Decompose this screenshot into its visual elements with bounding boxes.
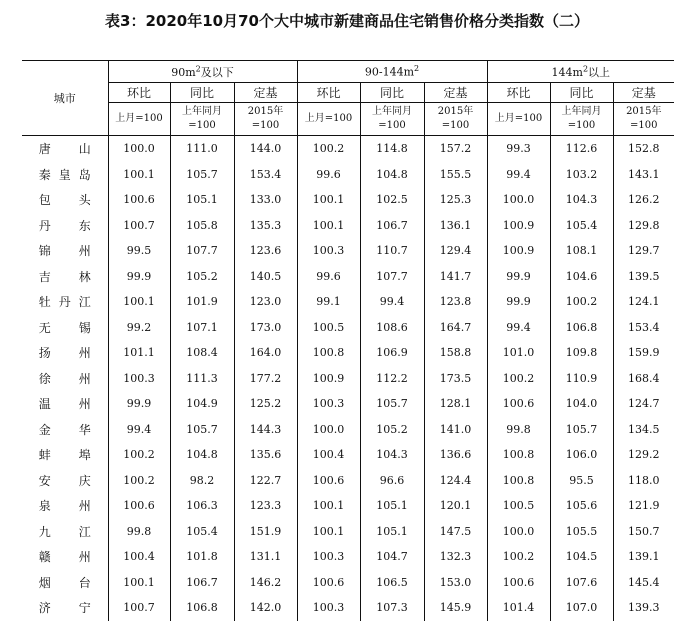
city-name-char: 头 <box>78 193 91 208</box>
city-name-char: 九 <box>38 524 51 539</box>
city-name-char: 埠 <box>78 448 91 463</box>
index-value-cell: 105.7 <box>550 417 613 443</box>
city-name-char: 林 <box>78 269 91 284</box>
index-value-cell: 99.4 <box>487 162 550 188</box>
city-name-char: 安 <box>38 473 51 488</box>
index-value-cell: 123.6 <box>234 238 297 264</box>
index-value-cell: 104.8 <box>360 162 424 188</box>
index-value-cell: 107.7 <box>170 238 234 264</box>
base-header-prev-year-month: 上年同月=100 <box>170 103 234 136</box>
index-value-cell: 98.2 <box>170 468 234 494</box>
base-header-prev-year-month: 上年同月=100 <box>550 103 613 136</box>
index-value-cell: 106.7 <box>360 213 424 239</box>
table-row <box>22 391 674 417</box>
city-cell <box>22 442 108 468</box>
index-value-cell: 100.7 <box>108 213 170 239</box>
index-value-cell: 104.7 <box>360 544 424 570</box>
index-value-cell: 106.7 <box>170 570 234 596</box>
city-cell <box>22 136 108 162</box>
index-value-cell: 105.1 <box>360 519 424 545</box>
city-cell <box>22 595 108 621</box>
index-value-cell: 141.0 <box>424 417 487 443</box>
index-value-cell: 105.6 <box>550 493 613 519</box>
city-cell <box>22 366 108 392</box>
city-name-char: 州 <box>78 397 91 412</box>
city-cell <box>22 544 108 570</box>
group-header-row <box>22 61 674 83</box>
table-row <box>22 289 674 315</box>
index-value-cell: 150.7 <box>628 524 660 538</box>
index-value-cell: 153.0 <box>424 570 487 596</box>
index-value-cell: 99.4 <box>108 417 170 443</box>
index-value-cell: 108.4 <box>170 340 234 366</box>
city-name-char: 唐 <box>38 142 51 157</box>
index-value-cell: 108.6 <box>360 315 424 341</box>
city-name-char: 山 <box>78 142 91 157</box>
index-value-cell: 100.1 <box>108 570 170 596</box>
index-value-cell: 100.1 <box>297 213 360 239</box>
index-value-cell: 105.4 <box>170 519 234 545</box>
table-row <box>22 442 674 468</box>
index-value-cell: 100.5 <box>487 493 550 519</box>
index-value-cell: 126.2 <box>628 193 660 207</box>
table-row <box>22 238 674 264</box>
index-value-cell: 100.6 <box>108 493 170 519</box>
index-value-cell: 100.0 <box>297 417 360 443</box>
table-row <box>22 162 674 188</box>
index-value-cell: 100.8 <box>487 442 550 468</box>
index-value-cell: 100.3 <box>297 391 360 417</box>
index-value-cell: 105.4 <box>550 213 613 239</box>
city-cell <box>22 468 108 494</box>
index-value-cell: 100.3 <box>297 595 360 621</box>
index-value-cell: 100.2 <box>108 468 170 494</box>
city-cell <box>22 187 108 213</box>
city-name-char: 无 <box>38 320 51 335</box>
index-value-cell: 99.5 <box>108 238 170 264</box>
index-value-cell: 124.7 <box>628 397 660 411</box>
index-value-cell: 106.8 <box>550 315 613 341</box>
index-value-cell: 123.3 <box>234 493 297 519</box>
city-cell <box>22 340 108 366</box>
index-value-cell: 133.0 <box>234 187 297 213</box>
index-value-cell: 100.2 <box>550 289 613 315</box>
index-value-cell: 140.5 <box>234 264 297 290</box>
index-value-cell: 100.6 <box>487 391 550 417</box>
index-value-cell: 121.9 <box>628 499 660 513</box>
index-value-cell: 104.6 <box>550 264 613 290</box>
city-cell <box>22 238 108 264</box>
index-value-cell: 101.1 <box>108 340 170 366</box>
index-value-cell: 100.3 <box>297 238 360 264</box>
index-value-cell: 100.3 <box>297 544 360 570</box>
index-value-cell: 131.1 <box>234 544 297 570</box>
index-value-cell: 128.1 <box>424 391 487 417</box>
base-header-prev-month: 上月=100 <box>108 103 170 136</box>
index-value-cell: 99.4 <box>487 315 550 341</box>
table-row <box>22 595 674 621</box>
index-value-cell: 100.1 <box>108 289 170 315</box>
index-value-cell: 153.4 <box>234 162 297 188</box>
index-value-cell: 100.7 <box>108 595 170 621</box>
index-value-cell: 132.3 <box>424 544 487 570</box>
index-value-cell: 173.0 <box>234 315 297 341</box>
index-value-cell: 104.3 <box>550 187 613 213</box>
table-row <box>22 187 674 213</box>
index-value-cell: 129.7 <box>628 244 660 258</box>
index-value-cell: 105.1 <box>170 187 234 213</box>
index-value-cell: 101.8 <box>170 544 234 570</box>
city-name-char: 牡 <box>38 295 51 310</box>
price-index-table <box>22 60 674 621</box>
index-value-cell: 99.3 <box>487 136 550 162</box>
index-value-cell: 104.0 <box>550 391 613 417</box>
base-header-row <box>22 103 674 136</box>
index-value-cell: 99.2 <box>108 315 170 341</box>
index-value-cell: 159.9 <box>628 346 660 360</box>
index-value-cell: 100.3 <box>108 366 170 392</box>
city-name-char: 扬 <box>38 346 51 361</box>
index-value-cell: 139.1 <box>628 550 660 564</box>
index-value-cell: 107.3 <box>360 595 424 621</box>
table-row <box>22 315 674 341</box>
city-name-char: 包 <box>38 193 51 208</box>
index-value-cell: 147.5 <box>424 519 487 545</box>
index-value-cell: 111.0 <box>170 136 234 162</box>
index-value-cell: 136.6 <box>424 442 487 468</box>
index-value-cell: 112.2 <box>360 366 424 392</box>
index-value-cell: 105.7 <box>170 417 234 443</box>
index-value-cell: 100.1 <box>297 519 360 545</box>
city-cell <box>22 417 108 443</box>
index-value-cell: 123.0 <box>234 289 297 315</box>
table-row <box>22 417 674 443</box>
index-value-cell: 100.2 <box>487 544 550 570</box>
index-value-cell: 99.4 <box>360 289 424 315</box>
index-value-cell: 100.8 <box>487 468 550 494</box>
index-value-cell: 100.1 <box>297 493 360 519</box>
index-value-cell: 99.6 <box>297 264 360 290</box>
index-value-cell: 104.3 <box>360 442 424 468</box>
city-name-char: 东 <box>78 218 91 233</box>
city-cell <box>22 213 108 239</box>
index-value-cell: 100.9 <box>487 213 550 239</box>
index-value-cell: 124.4 <box>424 468 487 494</box>
index-value-cell: 100.4 <box>108 544 170 570</box>
index-value-cell: 100.6 <box>297 570 360 596</box>
table-row <box>22 213 674 239</box>
city-cell <box>22 315 108 341</box>
index-value-cell: 104.5 <box>550 544 613 570</box>
city-column-header: 城市 <box>22 61 108 136</box>
index-value-cell: 101.0 <box>487 340 550 366</box>
city-cell <box>22 162 108 188</box>
index-value-cell: 99.8 <box>108 519 170 545</box>
index-value-cell: 100.9 <box>487 238 550 264</box>
index-value-cell: 157.2 <box>424 136 487 162</box>
index-value-cell: 105.5 <box>550 519 613 545</box>
sub-header-fixed-base: 定基 <box>613 83 674 103</box>
city-name-char: 蚌 <box>38 448 51 463</box>
city-name-char: 丹 <box>38 218 51 233</box>
index-value-cell: 99.1 <box>297 289 360 315</box>
index-value-cell: 107.6 <box>550 570 613 596</box>
index-value-cell: 110.7 <box>360 238 424 264</box>
index-value-cell: 99.8 <box>487 417 550 443</box>
city-name-char: 州 <box>78 371 91 386</box>
city-cell <box>22 519 108 545</box>
index-value-cell: 100.5 <box>297 315 360 341</box>
index-value-cell: 100.2 <box>487 366 550 392</box>
index-value-cell: 145.9 <box>424 595 487 621</box>
table-body <box>22 136 674 621</box>
sub-header-yoy: 同比 <box>360 83 424 103</box>
index-value-cell: 104.9 <box>170 391 234 417</box>
index-value-cell: 105.2 <box>170 264 234 290</box>
table-row <box>22 468 674 494</box>
city-name-char: 岛 <box>78 167 91 182</box>
index-value-cell: 168.4 <box>628 371 660 385</box>
base-header-2015: 2015年=100 <box>424 103 487 136</box>
index-value-cell: 123.8 <box>424 289 487 315</box>
city-name-char: 州 <box>78 550 91 565</box>
city-name-char: 烟 <box>38 575 51 590</box>
index-value-cell: 106.9 <box>360 340 424 366</box>
index-value-cell: 135.3 <box>234 213 297 239</box>
index-value-cell: 100.6 <box>108 187 170 213</box>
index-value-cell: 109.8 <box>550 340 613 366</box>
base-header-prev-month: 上月=100 <box>487 103 550 136</box>
base-header-2015: 2015年=100 <box>613 103 674 136</box>
city-cell <box>22 289 108 315</box>
index-value-cell: 100.6 <box>487 570 550 596</box>
index-value-cell: 96.6 <box>360 468 424 494</box>
index-value-cell: 120.1 <box>424 493 487 519</box>
index-value-cell: 105.1 <box>360 493 424 519</box>
index-value-cell: 108.1 <box>550 238 613 264</box>
index-value-cell: 111.3 <box>170 366 234 392</box>
city-name-char: 温 <box>38 397 51 412</box>
index-value-cell: 142.0 <box>234 595 297 621</box>
city-name-char: 州 <box>78 346 91 361</box>
index-value-cell: 99.9 <box>487 264 550 290</box>
city-name-char: 金 <box>38 422 51 437</box>
city-name-char: 庆 <box>78 473 91 488</box>
table-row <box>22 493 674 519</box>
index-value-cell: 107.0 <box>550 595 613 621</box>
city-name-char: 锦 <box>38 244 51 259</box>
sub-header-yoy: 同比 <box>170 83 234 103</box>
base-header-2015: 2015年=100 <box>234 103 297 136</box>
city-name-char: 州 <box>78 499 91 514</box>
index-value-cell: 144.0 <box>234 136 297 162</box>
index-value-cell: 107.7 <box>360 264 424 290</box>
city-name-char: 台 <box>78 575 91 590</box>
table-row <box>22 366 674 392</box>
index-value-cell: 177.2 <box>234 366 297 392</box>
city-name-char: 泉 <box>38 499 51 514</box>
index-value-cell: 153.4 <box>628 320 660 334</box>
index-value-cell: 125.2 <box>234 391 297 417</box>
city-name-char: 吉 <box>38 269 51 284</box>
group-header-90-144: $90-144m^2$ <box>297 61 487 83</box>
sub-header-fixed-base: 定基 <box>234 83 297 103</box>
index-value-cell: 143.1 <box>628 167 660 181</box>
index-value-cell: 99.9 <box>108 391 170 417</box>
index-value-cell: 106.5 <box>360 570 424 596</box>
index-value-cell: 110.9 <box>550 366 613 392</box>
sub-header-row <box>22 83 674 103</box>
index-value-cell: 99.6 <box>297 162 360 188</box>
index-value-cell: 105.7 <box>170 162 234 188</box>
index-value-cell: 146.2 <box>234 570 297 596</box>
table-row <box>22 136 674 162</box>
sub-header-mom: 环比 <box>297 83 360 103</box>
city-cell <box>22 493 108 519</box>
city-name-char: 济 <box>38 601 51 616</box>
index-value-cell: 129.2 <box>628 448 660 462</box>
index-value-cell: 134.5 <box>628 422 660 436</box>
sub-header-mom: 环比 <box>108 83 170 103</box>
table-row <box>22 264 674 290</box>
index-value-cell: 100.2 <box>297 136 360 162</box>
base-header-prev-month: 上月=100 <box>297 103 360 136</box>
sub-header-yoy: 同比 <box>550 83 613 103</box>
index-value-cell: 100.0 <box>108 136 170 162</box>
city-name-char: 皇 <box>58 167 71 182</box>
base-header-prev-year-month: 上年同月=100 <box>360 103 424 136</box>
index-value-cell: 106.0 <box>550 442 613 468</box>
index-value-cell: 100.4 <box>297 442 360 468</box>
city-name-char: 华 <box>78 422 91 437</box>
group-header-90-below: $90m^2$及以下 <box>108 61 297 83</box>
index-value-cell: 158.8 <box>424 340 487 366</box>
table-row <box>22 544 674 570</box>
sub-header-mom: 环比 <box>487 83 550 103</box>
index-value-cell: 118.0 <box>628 473 660 487</box>
index-value-cell: 100.6 <box>297 468 360 494</box>
city-name-char: 徐 <box>38 371 51 386</box>
index-value-cell: 106.8 <box>170 595 234 621</box>
index-value-cell: 95.5 <box>550 468 613 494</box>
city-name-char: 丹 <box>58 295 71 310</box>
index-value-cell: 104.8 <box>170 442 234 468</box>
index-value-cell: 129.4 <box>424 238 487 264</box>
group-header-144-above: $144m^2$以上 <box>487 61 674 83</box>
index-value-cell: 106.3 <box>170 493 234 519</box>
index-value-cell: 101.9 <box>170 289 234 315</box>
index-value-cell: 100.2 <box>108 442 170 468</box>
index-value-cell: 99.9 <box>487 289 550 315</box>
index-value-cell: 99.9 <box>108 264 170 290</box>
index-value-cell: 155.5 <box>424 162 487 188</box>
index-value-cell: 100.0 <box>487 519 550 545</box>
index-value-cell: 100.8 <box>297 340 360 366</box>
city-name-char: 江 <box>78 295 91 310</box>
city-name-char: 江 <box>78 524 91 539</box>
index-value-cell: 100.1 <box>297 187 360 213</box>
index-value-cell: 164.0 <box>234 340 297 366</box>
index-value-cell: 122.7 <box>234 468 297 494</box>
index-value-cell: 125.3 <box>424 187 487 213</box>
index-value-cell: 151.9 <box>234 519 297 545</box>
index-value-cell: 152.8 <box>628 142 660 156</box>
city-cell <box>22 264 108 290</box>
index-value-cell: 100.1 <box>108 162 170 188</box>
index-value-cell: 100.9 <box>297 366 360 392</box>
city-name-char: 秦 <box>38 167 51 182</box>
index-value-cell: 124.1 <box>628 295 660 309</box>
index-value-cell: 144.3 <box>234 417 297 443</box>
index-value-cell: 135.6 <box>234 442 297 468</box>
index-value-cell: 114.8 <box>360 136 424 162</box>
index-value-cell: 100.0 <box>487 187 550 213</box>
index-value-cell: 173.5 <box>424 366 487 392</box>
index-value-cell: 129.8 <box>628 218 660 232</box>
index-value-cell: 107.1 <box>170 315 234 341</box>
index-value-cell: 141.7 <box>424 264 487 290</box>
city-name-char: 州 <box>78 244 91 259</box>
index-value-cell: 101.4 <box>487 595 550 621</box>
index-value-cell: 145.4 <box>628 575 660 589</box>
table-row <box>22 519 674 545</box>
city-cell <box>22 570 108 596</box>
index-value-cell: 102.5 <box>360 187 424 213</box>
index-value-cell: 105.7 <box>360 391 424 417</box>
index-value-cell: 105.2 <box>360 417 424 443</box>
index-value-cell: 112.6 <box>550 136 613 162</box>
sub-header-fixed-base: 定基 <box>424 83 487 103</box>
index-value-cell: 139.5 <box>628 269 660 283</box>
index-value-cell: 103.2 <box>550 162 613 188</box>
index-value-cell: 105.8 <box>170 213 234 239</box>
city-name-char: 赣 <box>38 550 51 565</box>
table-row <box>22 340 674 366</box>
index-value-cell: 139.3 <box>628 601 660 615</box>
table-row <box>22 570 674 596</box>
table-title: 表3：2020年10月70个大中城市新建商品住宅销售价格分类指数（二） <box>105 12 589 30</box>
city-name-char: 宁 <box>78 601 91 616</box>
city-name-char: 锡 <box>78 320 91 335</box>
index-value-cell: 164.7 <box>424 315 487 341</box>
index-value-cell: 136.1 <box>424 213 487 239</box>
city-cell <box>22 391 108 417</box>
